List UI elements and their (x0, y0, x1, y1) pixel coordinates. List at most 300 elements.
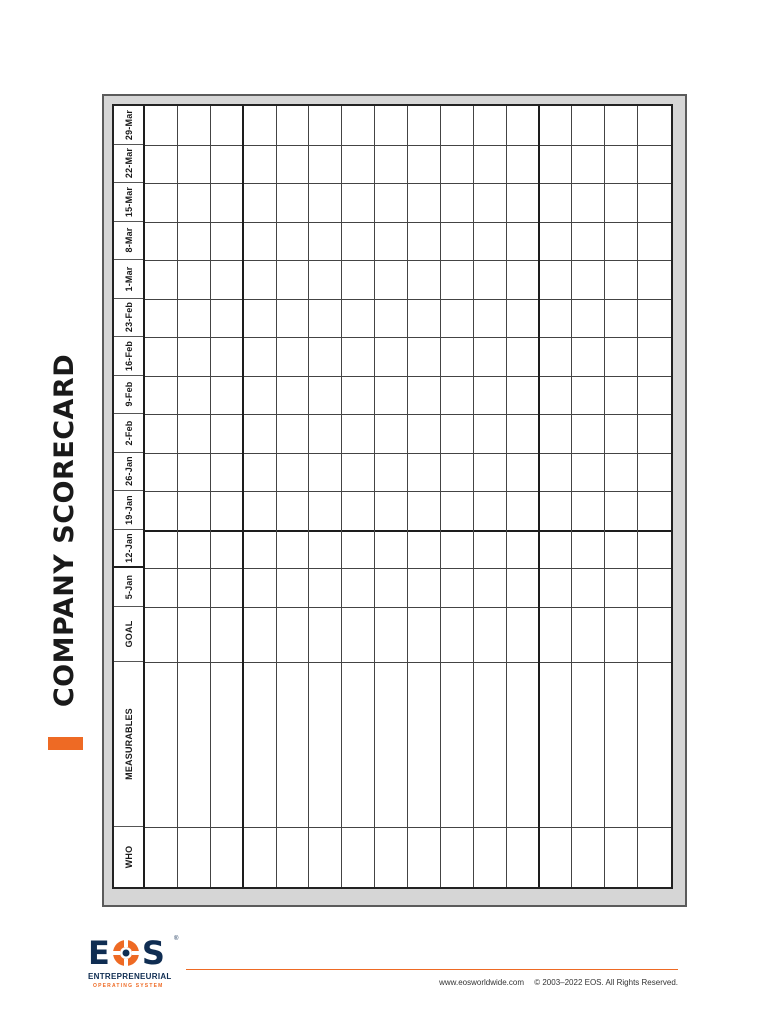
cell-divider (572, 414, 604, 415)
cell-divider (309, 827, 341, 828)
cell-divider (638, 337, 671, 338)
cell-divider (178, 337, 210, 338)
cell-divider (277, 662, 309, 663)
cell-divider (507, 662, 538, 663)
column-header-29-mar (114, 106, 143, 145)
cell-divider (540, 145, 572, 146)
cell-divider (474, 453, 506, 454)
cell-divider (277, 530, 309, 532)
cell-divider (178, 222, 210, 223)
column-header-label: 29-Mar (123, 109, 134, 140)
cell-divider (211, 607, 242, 608)
cell-divider (474, 145, 506, 146)
cell-divider (572, 491, 604, 492)
scorecard-row[interactable] (277, 106, 310, 887)
column-header-label: 8-Mar (123, 227, 134, 253)
cell-divider (638, 662, 671, 663)
cell-divider (277, 183, 309, 184)
cell-divider (145, 827, 177, 828)
cell-divider (605, 222, 637, 223)
cell-divider (342, 607, 374, 608)
cell-divider (309, 607, 341, 608)
cell-divider (244, 337, 276, 338)
cell-divider (211, 337, 242, 338)
scorecard-row[interactable] (408, 106, 441, 887)
cell-divider (211, 491, 242, 492)
cell-divider (408, 414, 440, 415)
cell-divider (408, 827, 440, 828)
column-header-label: 16-Feb (123, 340, 134, 371)
cell-divider (244, 260, 276, 261)
cell-divider (375, 453, 407, 454)
cell-divider (441, 222, 473, 223)
cell-divider (408, 453, 440, 454)
cell-divider (211, 376, 242, 377)
cell-divider (211, 827, 242, 828)
cell-divider (342, 827, 374, 828)
cell-divider (441, 453, 473, 454)
cell-divider (540, 453, 572, 454)
cell-divider (145, 491, 177, 492)
cell-divider (540, 376, 572, 377)
cell-divider (605, 414, 637, 415)
column-header-12-jan (114, 530, 143, 569)
cell-divider (441, 827, 473, 828)
cell-divider (342, 491, 374, 492)
cell-divider (178, 414, 210, 415)
column-header-label: 22-Mar (123, 148, 134, 179)
cell-divider (342, 530, 374, 532)
column-header-label: 5-Jan (123, 574, 134, 600)
cell-divider (178, 299, 210, 300)
column-header-measurables (114, 662, 143, 827)
cell-divider (605, 662, 637, 663)
cell-divider (507, 183, 538, 184)
cell-divider (211, 299, 242, 300)
column-header-5-jan (114, 568, 143, 607)
scorecard-row[interactable] (638, 106, 671, 887)
cell-divider (441, 183, 473, 184)
cell-divider (244, 145, 276, 146)
cell-divider (277, 414, 309, 415)
cell-divider (244, 607, 276, 608)
cell-divider (408, 662, 440, 663)
cell-divider (277, 260, 309, 261)
cell-divider (540, 607, 572, 608)
cell-divider (375, 607, 407, 608)
cell-divider (309, 414, 341, 415)
cell-divider (408, 491, 440, 492)
column-header-23-feb (114, 299, 143, 338)
cell-divider (277, 222, 309, 223)
cell-divider (408, 260, 440, 261)
cell-divider (441, 491, 473, 492)
cell-divider (441, 376, 473, 377)
cell-divider (375, 414, 407, 415)
cell-divider (572, 183, 604, 184)
cell-divider (277, 607, 309, 608)
scorecard-row[interactable] (540, 106, 573, 887)
cell-divider (375, 376, 407, 377)
cell-divider (408, 222, 440, 223)
cell-divider (474, 222, 506, 223)
column-header-label: 12-Jan (123, 532, 134, 563)
cell-divider (375, 568, 407, 569)
cell-divider (178, 453, 210, 454)
column-header-label: GOAL (123, 620, 134, 647)
cell-divider (342, 337, 374, 338)
column-header-label: MEASURABLES (123, 707, 134, 780)
cell-divider (605, 607, 637, 608)
scorecard-row[interactable] (572, 106, 605, 887)
cell-divider (145, 260, 177, 261)
cell-divider (408, 530, 440, 532)
cell-divider (408, 376, 440, 377)
cell-divider (474, 376, 506, 377)
cell-divider (474, 607, 506, 608)
cell-divider (638, 376, 671, 377)
cell-divider (277, 453, 309, 454)
cell-divider (408, 299, 440, 300)
cell-divider (540, 530, 572, 532)
cell-divider (342, 183, 374, 184)
cell-divider (178, 568, 210, 569)
logo-letter-e: E (88, 934, 110, 972)
cell-divider (638, 183, 671, 184)
cell-divider (277, 568, 309, 569)
scorecard-row[interactable] (342, 106, 375, 887)
cell-divider (540, 414, 572, 415)
header-column (114, 106, 145, 887)
cell-divider (605, 376, 637, 377)
cell-divider (441, 260, 473, 261)
column-header-22-mar (114, 145, 143, 184)
column-header-15-mar (114, 183, 143, 222)
cell-divider (474, 299, 506, 300)
scorecard-row[interactable] (375, 106, 408, 887)
cell-divider (507, 453, 538, 454)
cell-divider (211, 222, 242, 223)
cell-divider (277, 827, 309, 828)
cell-divider (572, 337, 604, 338)
cell-divider (277, 376, 309, 377)
column-header-label: 26-Jan (123, 456, 134, 487)
column-header-label: 15-Mar (123, 186, 134, 217)
title-wrap (50, 340, 80, 720)
cell-divider (309, 299, 341, 300)
cell-divider (277, 145, 309, 146)
scorecard-row[interactable] (507, 106, 540, 887)
cell-divider (638, 491, 671, 492)
cell-divider (605, 260, 637, 261)
cell-divider (408, 337, 440, 338)
cell-divider (605, 299, 637, 300)
cell-divider (309, 222, 341, 223)
cell-divider (375, 491, 407, 492)
cell-divider (342, 222, 374, 223)
column-header-label: WHO (123, 845, 134, 869)
cell-divider (540, 260, 572, 261)
cell-divider (145, 568, 177, 569)
logo-compass-icon (111, 938, 141, 968)
cell-divider (441, 530, 473, 532)
cell-divider (408, 607, 440, 608)
cell-divider (474, 414, 506, 415)
cell-divider (244, 827, 276, 828)
footer-copyright: © 2003–2022 EOS. All Rights Reserved. (534, 978, 678, 987)
cell-divider (375, 145, 407, 146)
cell-divider (375, 337, 407, 338)
cell-divider (540, 299, 572, 300)
cell-divider (572, 376, 604, 377)
cell-divider (507, 260, 538, 261)
cell-divider (145, 530, 177, 532)
cell-divider (342, 260, 374, 261)
cell-divider (178, 260, 210, 261)
cell-divider (605, 337, 637, 338)
cell-divider (309, 662, 341, 663)
logo-letter-s: S (141, 934, 165, 972)
cell-divider (211, 453, 242, 454)
cell-divider (244, 414, 276, 415)
cell-divider (605, 827, 637, 828)
scorecard-row[interactable] (441, 106, 474, 887)
cell-divider (342, 568, 374, 569)
cell-divider (540, 662, 572, 663)
column-header-label: 23-Feb (123, 302, 134, 333)
cell-divider (309, 491, 341, 492)
cell-divider (309, 376, 341, 377)
cell-divider (145, 337, 177, 338)
cell-divider (507, 376, 538, 377)
cell-divider (572, 568, 604, 569)
cell-divider (211, 414, 242, 415)
column-header-16-feb (114, 337, 143, 376)
cell-divider (474, 491, 506, 492)
page-title: COMPANY SCORECARD (49, 353, 81, 707)
cell-divider (244, 299, 276, 300)
cell-divider (638, 414, 671, 415)
cell-divider (507, 299, 538, 300)
logo-line-1: ENTREPRENEURIAL (88, 972, 172, 981)
cell-divider (244, 491, 276, 492)
cell-divider (507, 414, 538, 415)
cell-divider (145, 299, 177, 300)
cell-divider (540, 222, 572, 223)
cell-divider (309, 260, 341, 261)
scorecard-row[interactable] (211, 106, 244, 887)
cell-divider (540, 827, 572, 828)
cell-divider (375, 530, 407, 532)
cell-divider (507, 827, 538, 828)
cell-divider (638, 568, 671, 569)
cell-divider (211, 568, 242, 569)
column-header-1-mar (114, 260, 143, 299)
cell-divider (309, 183, 341, 184)
cell-divider (178, 145, 210, 146)
cell-divider (178, 662, 210, 663)
scorecard-row[interactable] (178, 106, 211, 887)
cell-divider (309, 568, 341, 569)
cell-divider (408, 183, 440, 184)
logo-line-2: OPERATING SYSTEM (93, 983, 164, 989)
cell-divider (638, 145, 671, 146)
cell-divider (211, 530, 242, 532)
cell-divider (309, 453, 341, 454)
cell-divider (145, 607, 177, 608)
cell-divider (638, 607, 671, 608)
scorecard-row[interactable] (244, 106, 277, 887)
cell-divider (244, 222, 276, 223)
cell-divider (309, 530, 341, 532)
cell-divider (408, 145, 440, 146)
logo-registered-mark: ® (174, 936, 179, 942)
cell-divider (244, 568, 276, 569)
column-header-label: 2-Feb (123, 420, 134, 446)
cell-divider (507, 491, 538, 492)
cell-divider (309, 145, 341, 146)
cell-divider (375, 222, 407, 223)
cell-divider (441, 607, 473, 608)
column-header-19-jan (114, 491, 143, 530)
cell-divider (178, 827, 210, 828)
column-header-26-jan (114, 453, 143, 492)
cell-divider (375, 260, 407, 261)
cell-divider (474, 260, 506, 261)
column-header-8-mar (114, 222, 143, 261)
eos-logo (88, 936, 180, 992)
column-header-9-feb (114, 376, 143, 415)
cell-divider (605, 491, 637, 492)
cell-divider (540, 491, 572, 492)
cell-divider (441, 662, 473, 663)
cell-divider (244, 662, 276, 663)
cell-divider (638, 827, 671, 828)
scorecard-row[interactable] (145, 106, 178, 887)
cell-divider (507, 337, 538, 338)
cell-divider (178, 376, 210, 377)
cell-divider (474, 662, 506, 663)
cell-divider (178, 530, 210, 532)
cell-divider (342, 414, 374, 415)
cell-divider (572, 662, 604, 663)
cell-divider (605, 568, 637, 569)
cell-divider (507, 222, 538, 223)
cell-divider (572, 453, 604, 454)
cell-divider (572, 299, 604, 300)
scorecard-grid (112, 104, 673, 889)
cell-divider (507, 607, 538, 608)
cell-divider (145, 183, 177, 184)
footer-website[interactable]: www.eosworldwide.com (439, 978, 524, 987)
cell-divider (441, 414, 473, 415)
cell-divider (211, 183, 242, 184)
footer-divider (186, 969, 678, 970)
cell-divider (605, 183, 637, 184)
scorecard-row[interactable] (474, 106, 507, 887)
cell-divider (145, 453, 177, 454)
cell-divider (474, 530, 506, 532)
title-accent-bar (48, 737, 83, 750)
column-header-2-feb (114, 414, 143, 453)
cell-divider (375, 827, 407, 828)
cell-divider (638, 453, 671, 454)
cell-divider (441, 337, 473, 338)
cell-divider (474, 568, 506, 569)
cell-divider (342, 145, 374, 146)
cell-divider (145, 414, 177, 415)
cell-divider (309, 337, 341, 338)
cell-divider (572, 827, 604, 828)
cell-divider (145, 145, 177, 146)
column-header-who (114, 827, 143, 888)
cell-divider (605, 453, 637, 454)
cell-divider (375, 183, 407, 184)
cell-divider (441, 568, 473, 569)
footer (431, 978, 678, 987)
cell-divider (145, 222, 177, 223)
cell-divider (211, 260, 242, 261)
cell-divider (441, 299, 473, 300)
cell-divider (441, 145, 473, 146)
column-header-goal (114, 607, 143, 662)
cell-divider (145, 662, 177, 663)
cell-divider (638, 299, 671, 300)
cell-divider (145, 376, 177, 377)
cell-divider (244, 183, 276, 184)
column-header-label: 9-Feb (123, 381, 134, 407)
cell-divider (375, 662, 407, 663)
cell-divider (605, 530, 637, 532)
cell-divider (572, 222, 604, 223)
cell-divider (211, 662, 242, 663)
cell-divider (507, 145, 538, 146)
cell-divider (474, 183, 506, 184)
cell-divider (178, 491, 210, 492)
cell-divider (244, 453, 276, 454)
cell-divider (408, 568, 440, 569)
cell-divider (540, 337, 572, 338)
cell-divider (572, 145, 604, 146)
cell-divider (244, 530, 276, 532)
cell-divider (605, 145, 637, 146)
column-header-label: 1-Mar (123, 266, 134, 292)
cell-divider (572, 607, 604, 608)
cell-divider (178, 607, 210, 608)
cell-divider (342, 453, 374, 454)
cell-divider (277, 491, 309, 492)
cell-divider (474, 337, 506, 338)
cell-divider (507, 568, 538, 569)
column-header-label: 19-Jan (123, 494, 134, 525)
logo-wordmark (88, 936, 165, 970)
scorecard-row[interactable] (605, 106, 638, 887)
cell-divider (342, 299, 374, 300)
cell-divider (638, 260, 671, 261)
cell-divider (244, 376, 276, 377)
cell-divider (507, 530, 538, 532)
cell-divider (474, 827, 506, 828)
cell-divider (277, 299, 309, 300)
cell-divider (540, 183, 572, 184)
cell-divider (638, 530, 671, 532)
scorecard-row[interactable] (309, 106, 342, 887)
cell-divider (178, 183, 210, 184)
cell-divider (211, 145, 242, 146)
cell-divider (572, 530, 604, 532)
cell-divider (375, 299, 407, 300)
cell-divider (638, 222, 671, 223)
